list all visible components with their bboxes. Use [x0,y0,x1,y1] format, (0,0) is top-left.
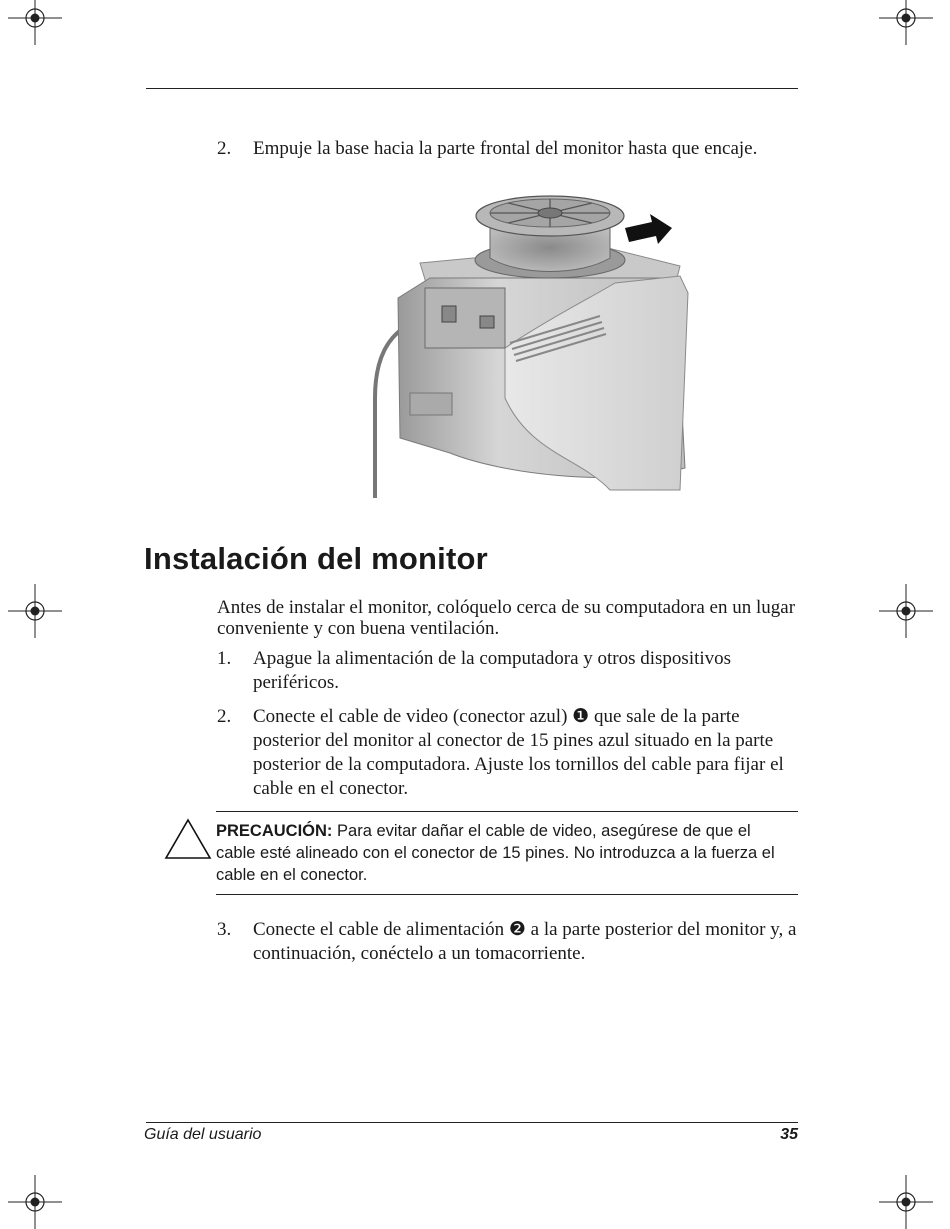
step-text [253,705,793,801]
step-text: Empuje la base hacia la parte frontal del monitor hasta que encaje. [253,138,758,159]
intro-paragraph: Antes de instalar el monitor, colóquelo cerca de su computadora en un lugar conveniente y con buena ventilación. [217,597,796,639]
caution-label: PRECAUCIÓN: [216,822,333,840]
warning-triangle-icon [164,818,212,860]
footer-rule [146,1122,798,1123]
step-text-after: que sale de la parte posterior del monitor al conector de 15 pines azul situado en la parte posterior de la computadora. Ajuste los tornillos del cable para fijar el cable en el conector. [253,706,784,799]
caution-body: Para evitar dañar el cable de video, asegúrese de que el cable esté alineado con el conector de 15 pines. No introduzca a la fuerza el cable en el conector. [216,822,775,884]
crop-mark-icon [8,1175,62,1229]
step-number: 3. [217,919,232,940]
crop-mark-icon [879,0,933,45]
crop-mark-icon [879,584,933,638]
header-rule [146,88,798,89]
page-number: 35 [780,1126,798,1143]
caution-top-rule [216,811,798,812]
step-number: 2. [217,706,232,727]
step-text-before: Conecte el cable de video (conector azul) [253,706,568,727]
callout-2-icon: ❷ [508,919,526,940]
step-number: 1. [217,648,232,669]
crop-mark-icon [879,1175,933,1229]
footer-title: Guía del usuario [144,1126,262,1143]
step-text [253,918,798,966]
crop-mark-icon [8,584,62,638]
step-number: 2. [217,138,232,159]
step-text-after: a la parte posterior del monitor y, a continuación, conéctelo a un tomacorriente. [253,919,797,964]
step-text-before: Conecte el cable de alimentación [253,919,505,940]
caution-bottom-rule [216,894,798,895]
caution-text [216,820,776,886]
monitor-base-illustration [280,168,735,498]
section-heading: Instalación del monitor [144,541,488,576]
crop-mark-icon [8,0,62,45]
step-text: Apague la alimentación de la computadora y otros dispositivos periféricos. [253,648,732,693]
callout-1-icon: ❶ [572,706,590,727]
